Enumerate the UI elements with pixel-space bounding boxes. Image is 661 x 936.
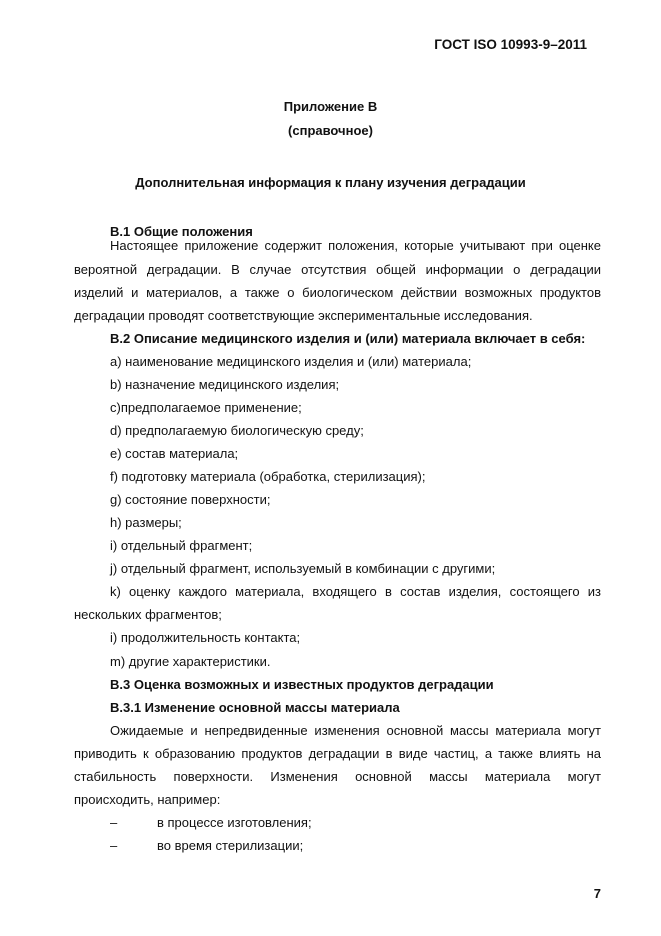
list-item: k) оценку каждого материала, входящего в состав изделия, состоящего из <box>110 584 601 599</box>
dash-list-item: во время стерилизации; <box>157 838 304 853</box>
list-item: i) продолжительность контакта; <box>110 630 301 645</box>
section-b31-heading: В.3.1 Изменение основной массы материала <box>110 700 400 715</box>
list-item: b) назначение медицинского изделия; <box>110 377 340 392</box>
list-item: а) наименование медицинского изделия и (или) материала; <box>110 354 472 369</box>
list-item: g) состояние поверхности; <box>110 492 271 507</box>
section-b31-line: стабильность поверхности. Изменения основной массы материала могут <box>74 769 601 784</box>
appendix-heading: Дополнительная информация к плану изучения деградации <box>135 175 526 190</box>
section-b1-line: Настоящее приложение содержит положения, которые учитывают при оценке <box>110 238 601 253</box>
section-b1-line: деградации проводят соответствующие экспериментальные исследования. <box>74 308 533 323</box>
list-item-continuation: нескольких фрагментов; <box>74 607 222 622</box>
dash-list-item: в процессе изготовления; <box>157 815 312 830</box>
list-item: m) другие характеристики. <box>110 654 271 669</box>
section-b1-line: изделий и материалов, а также о биологическом действии возможных продуктов <box>74 285 601 300</box>
list-item: h) размеры; <box>110 515 182 530</box>
section-b3-heading: В.3 Оценка возможных и известных продуктов деградации <box>110 677 494 692</box>
appendix-title: Приложение В <box>283 99 378 114</box>
appendix-subtitle: (справочное) <box>288 123 373 138</box>
section-b2-heading: В.2 Описание медицинского изделия и (или) материала включает в себя: <box>110 331 586 346</box>
page-number: 7 <box>593 886 601 901</box>
section-b1-heading: В.1 Общие положения <box>110 224 253 239</box>
list-item: f) подготовку материала (обработка, стерилизация); <box>110 469 426 484</box>
list-item: с)предполагаемое применение; <box>110 400 302 415</box>
document-code: ГОСТ ISO 10993-9–2011 <box>434 37 587 52</box>
list-item: j) отдельный фрагмент, используемый в комбинации с другими; <box>110 561 496 576</box>
section-b31-line: Ожидаемые и непредвиденные изменения основной массы материала могут <box>110 723 601 738</box>
section-b31-line: приводить к образованию продуктов деградации в виде частиц, а также влиять на <box>74 746 601 761</box>
dash-bullet: – <box>110 815 118 830</box>
list-item: е) состав материала; <box>110 446 239 461</box>
list-item: i) отдельный фрагмент; <box>110 538 253 553</box>
list-item: d) предполагаемую биологическую среду; <box>110 423 364 438</box>
dash-bullet: – <box>110 838 118 853</box>
section-b1-line: вероятной деградации. В случае отсутствия общей информации о деградации <box>74 262 601 277</box>
section-b31-line: происходить, например: <box>74 792 221 807</box>
